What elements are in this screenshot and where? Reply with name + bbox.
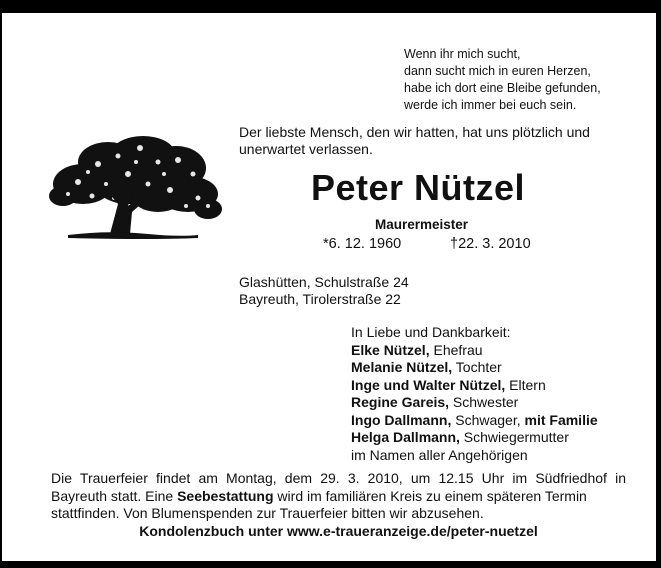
mourners-closing: im Namen aller Angehörigen (351, 446, 528, 463)
mourner-entry (351, 394, 598, 412)
mourner-name: Ingo Dallmann, (351, 411, 452, 428)
mourner-relation: Eltern (505, 376, 546, 393)
deceased-profession: Maurermeister (375, 217, 469, 232)
addresses (239, 274, 409, 308)
funeral-info-line: Die Trauerfeier findet am Montag, dem 29. 3. 2010, um 12.15 Uhr im Südfriedhof in (51, 470, 626, 486)
mourner-entry (351, 342, 598, 360)
mourner-name: Helga Dallmann, (351, 429, 460, 445)
mourner-relation: Schwester (449, 394, 519, 410)
mourner-relation: Ehefrau (429, 341, 483, 358)
condolence-link[interactable]: Kondolenzbuch unter www.e-traueranzeige.de/peter-nuetzel (139, 522, 538, 539)
mourner-name: Melanie Nützel, (351, 359, 453, 375)
mourner-relation: Schwager, (451, 411, 521, 428)
intro-text: Der liebste Mensch, den wir hatten, hat uns plötzlich und unerwartet verlassen. (239, 124, 590, 157)
address-line: Glashütten, Schulstraße 24 (239, 274, 409, 290)
funeral-info-text: wird im familiären Kreis zu einem späteren Termin (273, 487, 587, 504)
mourner-entry (351, 359, 598, 377)
poem-line: Wenn ihr mich sucht, (404, 47, 521, 61)
poem-line: werde ich immer bei euch sein. (404, 98, 577, 112)
funeral-info (51, 470, 626, 540)
poem-line: habe ich dort eine Bleibe gefunden, (404, 81, 601, 95)
funeral-info-line (51, 488, 626, 506)
death-date: †22. 3. 2010 (450, 236, 531, 252)
mourner-relation: Schwiegermutter (459, 429, 569, 445)
mourner-name: Inge und Walter Nützel, (351, 376, 506, 393)
poem (404, 46, 601, 114)
mourner-entry (351, 377, 598, 395)
funeral-info-line: stattfinden. Von Blumenspenden zur Trauerfeier bitten wir abzusehen. (51, 505, 484, 521)
deceased-name: Peter Nützel (311, 167, 526, 208)
funeral-info-bold: Seebestattung (177, 487, 274, 504)
mourner-entry (351, 429, 598, 447)
tree-illustration-icon (48, 134, 222, 245)
birth-date: *6. 12. 1960 (323, 236, 402, 252)
mourner-name: Elke Nützel, (351, 341, 430, 358)
mourners-heading: In Liebe und Dankbarkeit: (351, 324, 511, 340)
mourners-list (351, 324, 598, 464)
address-line: Bayreuth, Tirolerstraße 22 (239, 291, 401, 307)
funeral-info-text: Bayreuth statt. Eine (51, 487, 178, 504)
mourner-name: Regine Gareis, (351, 394, 450, 410)
poem-line: dann sucht mich in euren Herzen, (404, 64, 591, 78)
mourner-relation: Tochter (452, 359, 502, 375)
mourner-entry (351, 412, 598, 430)
mourner-extra: mit Familie (520, 411, 598, 428)
